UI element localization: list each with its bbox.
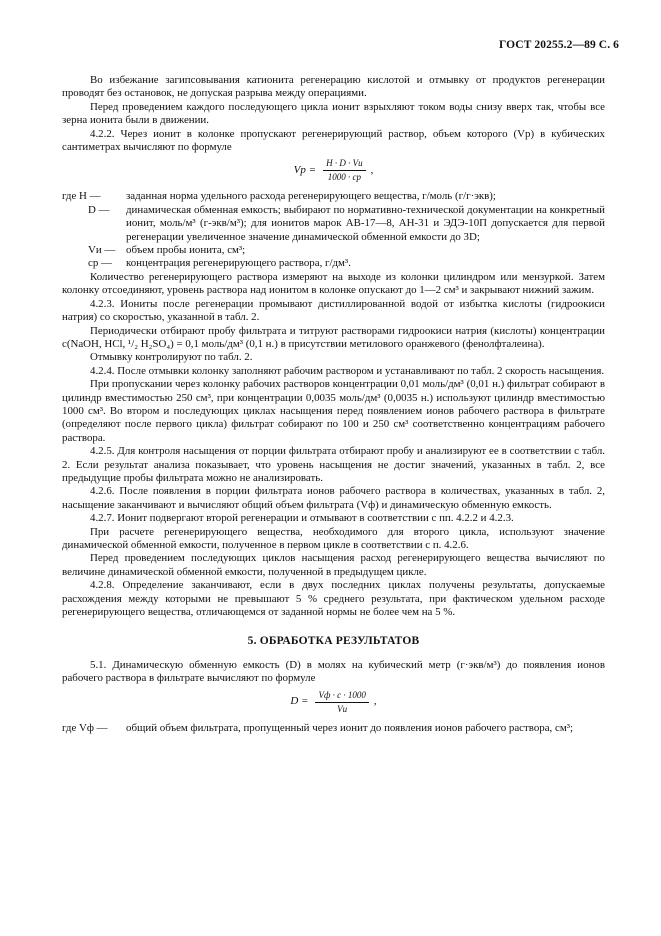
paragraph: 4.2.5. Для контроля насыщения от порции фильтрата отбирают пробу и анализируют ее в соответствии с табл. 2. Если результат анализа показывает, что уровень насыщения не достиг значений, указанных в табл. 2, все предыдущие пробы фильтрата можно не анализировать. — [62, 445, 605, 484]
formula-fraction — [323, 158, 366, 183]
definition-symbol: где H — — [62, 190, 101, 203]
definition-item — [62, 204, 605, 244]
body-text — [62, 74, 605, 735]
paragraph: Периодически отбирают пробу фильтрата и титруют растворами гидроокиси натрия (кислоты) концентрации c(NaOH, HCl, ¹/₂ H₂SO₄) = 0,1 моль/дм³ (0,1 н.) в присутствии метилового оранжевого (фенолфталеина). — [62, 324, 605, 350]
formula-tail: , — [370, 164, 374, 177]
paragraph: Количество регенерирующего раствора измеряют на выходе из колонки цилиндром или мензуркой. Затем колонку отсоединяют, уровень раствора над ионитом в колонке опускают до 1—2 см³ и закрывают нижний зажим. — [62, 270, 605, 297]
definition-item — [62, 190, 605, 203]
page-header: ГОСТ 20255.2—89 С. 6 — [498, 39, 619, 51]
definition-item — [62, 722, 605, 735]
formula-fraction — [315, 690, 368, 715]
definition-symbol: где Vф — — [62, 721, 108, 734]
definition-text: заданная норма удельного расхода регенерирующего вещества, г/моль (г/г·экв); — [126, 190, 496, 203]
paragraph: 4.2.2. Через ионит в колонке пропускают регенерирующий раствор, объем которого (Vр) в кубических сантиметрах вычисляют по формуле — [62, 127, 605, 154]
formula-lhs: Vр = — [293, 164, 317, 177]
definition-text: динамическая обменная емкость; выбирают по нормативно-технической документации на конкретный ионит, моль/м³ (г-экв/м³); для ионитов марок АВ-17—8, АН-31 и ЭДЭ-10П допускается для первой регенерации увеличенное значение динамической обменной емкости до 3D; — [126, 203, 605, 243]
definition-item — [62, 244, 605, 257]
definition-text: общий объем фильтрата, пропущенный через ионит до появления ионов рабочего раствора, см³; — [126, 721, 574, 734]
paragraph: 4.2.6. После появления в порции фильтрата ионов рабочего раствора в количествах, указанных в табл. 2, насыщение заканчивают и вычисляют общий объем фильтрата (Vф) и динамическую обменную емкость. — [62, 485, 605, 511]
paragraph: 4.2.3. Иониты после регенерации промывают дистиллированной водой от избытка кислоты (гидроокиси натрия) со скоростью, указанной в табл. 2. — [62, 297, 605, 324]
section-title: 5. ОБРАБОТКА РЕЗУЛЬТАТОВ — [247, 635, 420, 648]
paragraph: При пропускании через колонку рабочих растворов концентрации 0,01 моль/дм³ (0,01 н.) фильтрат собирают в цилиндр вместимостью 250 см³, при концентрации 0,0035 моль/дм³ (0,0035 н.) используют цилиндр вместимостью 1000 см³. Во втором и последующих циклах насыщения перед появлением ионов рабочего раствора в фильтрате (определяют после первого цикла) фильтрат собирают по 100 и 250 см³ соответственно концентрациям рабочего раствора. — [62, 378, 605, 444]
paragraph: 4.2.4. После отмывки колонку заполняют рабочим раствором и устанавливают по табл. 2 скорость насыщения. — [90, 364, 605, 377]
definition-text: объем пробы ионита, см³; — [126, 244, 246, 257]
definition-symbol: Vи — — [88, 244, 116, 257]
paragraph: Перед проведением каждого последующего цикла ионит взрыхляют током воды снизу вверх так, чтобы все зерна ионита были в движении. — [62, 100, 605, 127]
paragraph: При расчете регенерирующего вещества, необходимого для второго цикла, используют значение динамической обменной емкости, полученное в первом цикле в соответствии с п. 4.2.6. — [62, 525, 605, 551]
formula-lhs: D = — [290, 695, 309, 708]
paragraph: 4.2.8. Определение заканчивают, если в двух последних циклах получены результаты, допускаемые расхождения между которыми не превышают 5 % среднего результата, при фактическом удельном расходе регенерирующего вещества, отличающемся от заданной нормы не более чем на 5 %. — [62, 579, 605, 619]
paragraph: 4.2.7. Ионит подвергают второй регенерации и отмывают в соответствии с пп. 4.2.2 и 4.2.3. — [90, 512, 514, 525]
formula-exchange-capacity — [62, 690, 605, 715]
formula-denominator: 1000 · cр — [327, 172, 361, 183]
definition-text: концентрация регенерирующего раствора, г/дм³. — [126, 257, 351, 270]
paragraph: Перед проведением последующих циклов насыщения расход регенерирующего вещества вычисляют по величине динамической обменной емкости, полученной в предыдущем цикле. — [62, 552, 605, 578]
paragraph: Отмывку контролируют по табл. 2. — [90, 351, 253, 364]
definition-symbol: D — — [88, 203, 110, 216]
formula-numerator: H · D · Vи — [323, 158, 366, 171]
formula-numerator: Vф · c · 1000 — [315, 690, 368, 703]
definition-symbol: cр — — [88, 257, 112, 270]
definition-item — [62, 257, 605, 270]
formula-tail: , — [373, 695, 377, 708]
paragraph: 5.1. Динамическую обменную емкость (D) в молях на кубический метр (г·экв/м³) до появления ионов рабочего раствора в фильтрате вычисляют по формуле — [62, 658, 605, 685]
formula-regenerant-volume — [62, 158, 605, 183]
paragraph: Во избежание загипсовывания катионита регенерацию кислотой и отмывку от продуктов регенерации проводят без остановок, не допуская разрыва между операциями. — [62, 74, 605, 100]
formula-denominator: Vи — [337, 703, 348, 714]
